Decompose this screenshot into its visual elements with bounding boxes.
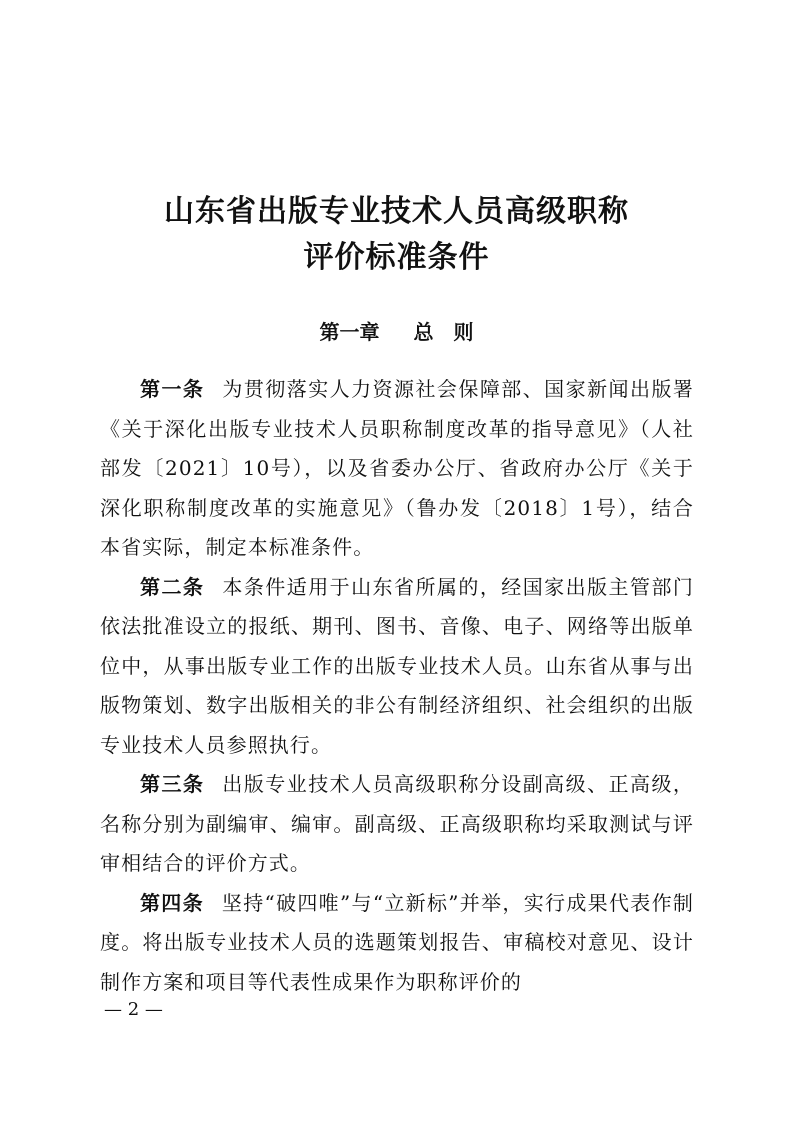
document-title-line-2: 评价标准条件 [303,240,490,275]
article-paragraph [100,884,694,1003]
article-text: 为贯彻落实人力资源社会保障部、国家新闻出版署《关于深化出版专业技术人员职称制度改革的指导意见》（人社部发〔2021〕10号），以及省委办公厅、省政府办公厅《关于深化职称制度改革的实施意见》（鲁办发〔2018〕1号），结合本省实际，制定本标准条件。 [100,377,694,559]
article-paragraph [100,765,694,884]
chapter-heading [0,318,793,346]
article-text: 坚持“破四唯”与“立新标”并举，实行成果代表作制度。将出版专业技术人员的选题策划报告、审稿校对意见、设计制作方案和项目等代表性成果作为职称评价的 [100,890,694,994]
article-paragraph [100,568,694,766]
article-label: 第三条 [140,772,205,796]
article-label: 第一条 [140,377,205,401]
document-body [100,370,694,1002]
article-label: 第二条 [140,574,205,599]
chapter-label: 第一章 [319,320,380,344]
page-number: — 2 — [104,999,163,1020]
article-label: 第四条 [140,890,204,915]
article-paragraph [100,370,694,568]
chapter-name: 总 则 [413,320,474,344]
article-text: 出版专业技术人员高级职称分设副高级、正高级，名称分别为副编审、编审。副高级、正高级职称均采取测试与评审相结合的评价方式。 [100,772,694,875]
document-title-line-1: 山东省出版专业技术人员高级职称 [164,194,629,229]
article-text: 本条件适用于山东省所属的，经国家出版主管部门依法批准设立的报纸、期刊、图书、音像、电子、网络等出版单位中，从事出版专业工作的出版专业技术人员。山东省从事与出版物策划、数字出版相关的非公有制经济组织、社会组织的出版专业技术人员参照执行。 [100,574,694,757]
